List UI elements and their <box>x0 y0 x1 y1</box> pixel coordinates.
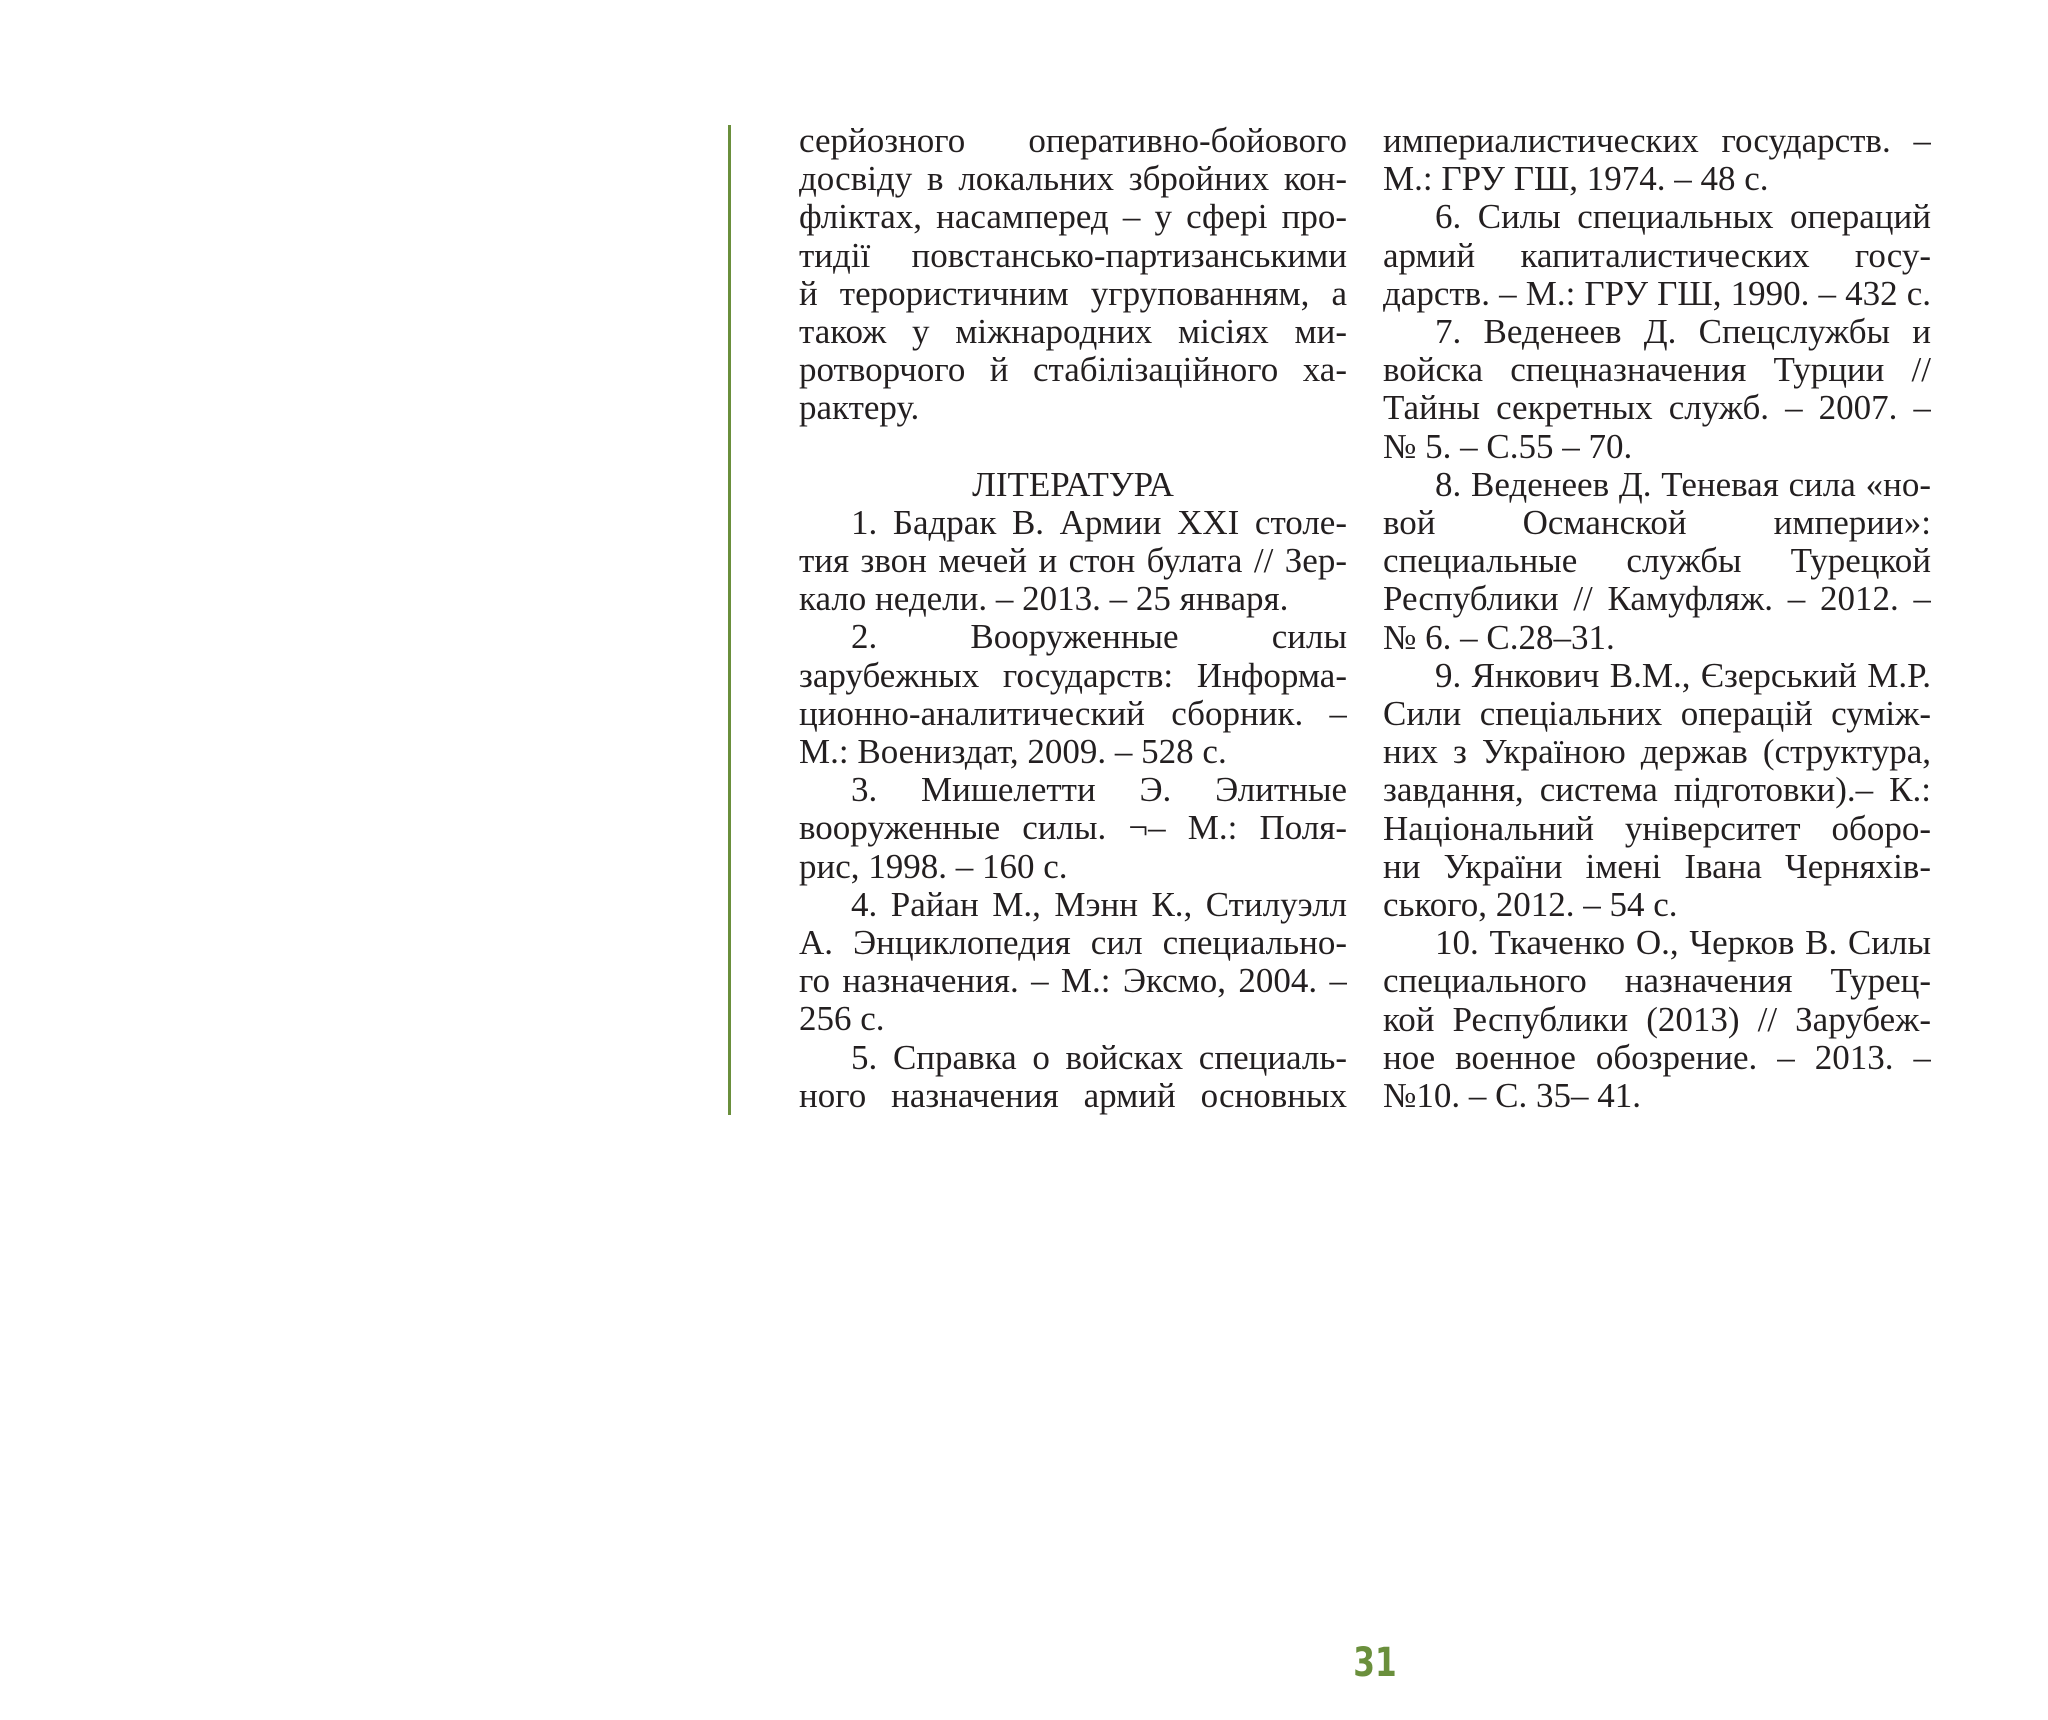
reference-5 <box>799 1039 1347 1115</box>
text-line: тия звон мечей и стон булата // Зер- <box>799 542 1347 581</box>
margin-rule <box>728 125 731 1115</box>
text-line: специального назначения Турец- <box>1383 962 1931 1001</box>
text-line: ного назначения армий основных <box>799 1076 1347 1115</box>
text-line: ни України імені Івана Черняхів- <box>1383 847 1931 886</box>
text-line: дарств. – М.: ГРУ ГШ, 1990. – 432 с. <box>1383 274 1931 313</box>
text-line: Тайны секретных служб. – 2007. – <box>1383 389 1931 428</box>
text-line: них з Україною держав (структура, <box>1383 733 1931 772</box>
reference-7 <box>1383 313 1931 466</box>
text-line: вой Османской империи»: <box>1383 504 1931 543</box>
text-line: 10. Ткаченко О., Черков В. Силы <box>1435 924 1931 963</box>
text-line: 9. Янкович В.М., Єзерський М.Р. <box>1435 656 1931 695</box>
reference-3 <box>799 771 1347 886</box>
text-line: №10. – С. 35– 41. <box>1383 1077 1641 1116</box>
text-line: 6. Силы специальных операций <box>1435 198 1931 237</box>
reference-6 <box>1383 198 1931 313</box>
text-line: А. Энциклопедия сил специально- <box>799 924 1347 963</box>
text-line: 7. Веденеев Д. Спецслужбы и <box>1435 313 1931 352</box>
text-line: № 6. – С.28–31. <box>1383 618 1615 657</box>
text-line: специальные службы Турецкой <box>1383 542 1931 581</box>
references-heading: ЛІТЕРАТУРА <box>972 464 1174 504</box>
text-line: вооруженные силы. ¬– М.: Поля- <box>799 809 1347 848</box>
text-line: М.: Воениздат, 2009. – 528 с. <box>799 733 1227 772</box>
text-line: ционно-аналитический сборник. – <box>799 694 1347 733</box>
reference-10 <box>1383 924 1931 1115</box>
text-line: 4. Райан М., Мэнн К., Стилуэлл <box>851 885 1347 924</box>
text-line: серйозного оперативно-бойового <box>799 122 1347 160</box>
text-line: завдання, система підготовки).– К.: <box>1383 771 1931 810</box>
right-column <box>1383 122 1931 1115</box>
text-line: го назначения. – М.: Эксмо, 2004. – <box>799 962 1347 1001</box>
intro-paragraph <box>799 122 1347 428</box>
text-line: також у міжнародних місіях ми- <box>799 313 1347 352</box>
left-column <box>799 122 1347 1115</box>
text-line: тидії повстансько-партизанськими <box>799 236 1347 275</box>
text-line: 256 с. <box>799 1000 885 1039</box>
text-line: Республики // Камуфляж. – 2012. – <box>1383 580 1931 619</box>
text-line: армий капиталистических госу- <box>1383 236 1931 275</box>
text-line: ротворчого й стабілізаційного ха- <box>799 351 1347 390</box>
text-line: Національний університет оборо- <box>1383 809 1931 848</box>
reference-9 <box>1383 657 1931 924</box>
text-line: войска спецназначения Турции // <box>1383 351 1931 390</box>
text-line: кой Республики (2013) // Зарубеж- <box>1383 1000 1931 1039</box>
text-line: рактеру. <box>799 389 920 428</box>
reference-1 <box>799 504 1347 619</box>
text-line: зарубежных государств: Информа- <box>799 656 1347 695</box>
text-line: М.: ГРУ ГШ, 1974. – 48 с. <box>1383 160 1769 199</box>
reference-2 <box>799 618 1347 771</box>
text-line: империалистических государств. – <box>1383 122 1931 160</box>
text-line: ського, 2012. – 54 с. <box>1383 886 1678 925</box>
text-line: 5. Справка о войсках специаль- <box>851 1038 1347 1077</box>
text-line: досвіду в локальних збройних кон- <box>799 160 1347 199</box>
text-line: кало недели. – 2013. – 25 января. <box>799 580 1289 619</box>
text-line: ное военное обозрение. – 2013. – <box>1383 1038 1931 1077</box>
text-line: 3. Мишелетти Э. Элитные <box>851 771 1347 810</box>
text-line: 2. Вооруженные силы <box>851 618 1347 657</box>
text-line: Сили спеціальних операцій сумiж- <box>1383 695 1931 734</box>
page-number: 31 <box>1353 1640 1397 1686</box>
text-line: № 5. – С.55 – 70. <box>1383 427 1633 466</box>
reference-5-continued <box>1383 122 1931 198</box>
reference-4 <box>799 886 1347 1039</box>
text-line: фліктах, насамперед – у сфері про- <box>799 198 1347 237</box>
text-line: 1. Бадрак В. Армии XXI столе- <box>851 503 1347 542</box>
text-line: 8. Веденеев Д. Теневая сила «но- <box>1435 465 1931 504</box>
text-line: рис, 1998. – 160 с. <box>799 847 1068 886</box>
reference-8 <box>1383 466 1931 657</box>
text-line: й терористичним угрупованням, а <box>799 274 1347 313</box>
